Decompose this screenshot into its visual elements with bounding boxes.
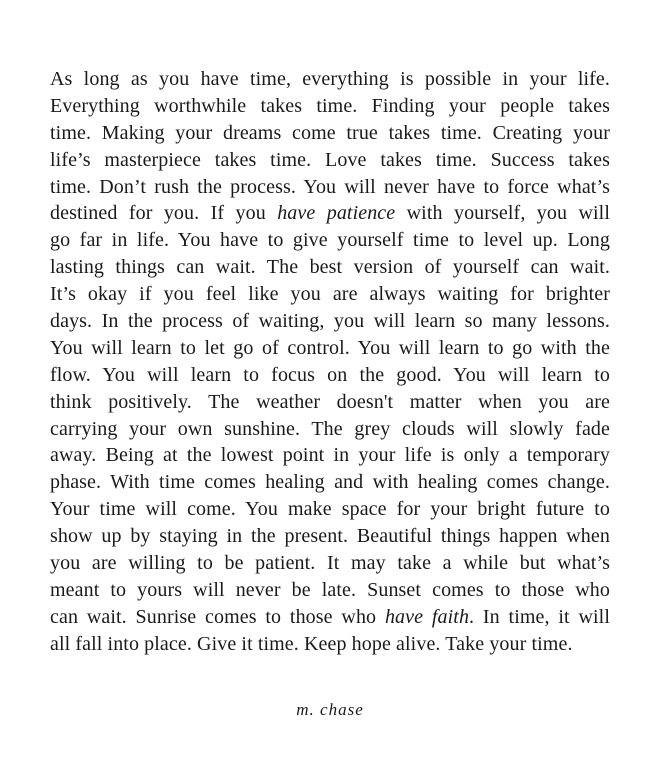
passage-line [50,550,610,577]
line-text: days. In the process of waiting, you will learn so many lessons. [50,310,610,333]
passage-line [50,631,610,658]
passage-line [50,93,610,120]
passage-line [50,442,610,469]
passage-line [50,147,610,174]
passage-line [50,174,610,201]
line-text: phase. With time comes healing and with healing comes change. [50,471,610,494]
line-text: time. Making your dreams come true takes time. Creating your [50,121,610,144]
passage-line [50,389,610,416]
line-text: lasting things can wait. The best version of yourself can wait. [50,256,610,279]
passage-line [50,281,610,308]
line-text: You will learn to let go of control. You will learn to go with the [50,336,610,359]
passage-line [50,469,610,496]
passage-line [50,335,610,362]
line-text: carrying your own sunshine. The grey clouds will slowly fade [50,417,610,440]
line-text: Everything worthwhile takes time. Finding your people takes [50,94,610,117]
passage-line [50,254,610,281]
line-text: life’s masterpiece takes time. Love takes time. Success takes [50,148,610,171]
line-text: meant to yours will never be late. Sunset comes to those who [50,578,610,601]
author-signature: m. chase [296,700,364,719]
passage-line [50,120,610,147]
line-text: away. Being at the lowest point in your life is only a temporary [50,444,610,467]
line-text: all fall into place. Give it time. Keep hope alive. Take your time. [50,632,573,655]
line-text: with yourself, you will [395,202,610,225]
line-text: time. Don’t rush the process. You will never have to force what’s [50,175,610,198]
line-text: destined for you. If you [50,202,278,225]
line-text: can wait. Sunrise comes to those who [50,605,385,628]
line-text: Your time will come. You make space for your bright future to [50,498,610,521]
passage-line [50,200,610,227]
passage-line [50,496,610,523]
line-text: It’s okay if you feel like you are always waiting for brighter [50,283,610,306]
line-text: you are willing to be patient. It may take a while but what’s [50,552,610,575]
line-text: As long as you have time, everything is possible in your life. [50,68,610,90]
passage-line [50,66,610,93]
passage-line [50,362,610,389]
poem-passage [50,66,610,658]
line-text: think positively. The weather doesn't matter when you are [50,390,610,413]
line-text: show up by staying in the present. Beautiful things happen when [50,525,610,548]
passage-line [50,227,610,254]
emphasis-have-patience: have patience [277,202,396,225]
passage-line [50,308,610,335]
passage-line [50,604,610,631]
passage-line [50,416,610,443]
passage-line [50,577,610,604]
line-text: go far in life. You have to give yourself time to level up. Long [50,229,610,252]
passage-line [50,523,610,550]
emphasis-have-faith: have faith [384,605,470,628]
line-text: . In time, it will [469,605,610,628]
line-text: flow. You will learn to focus on the good. You will learn to [50,363,610,386]
